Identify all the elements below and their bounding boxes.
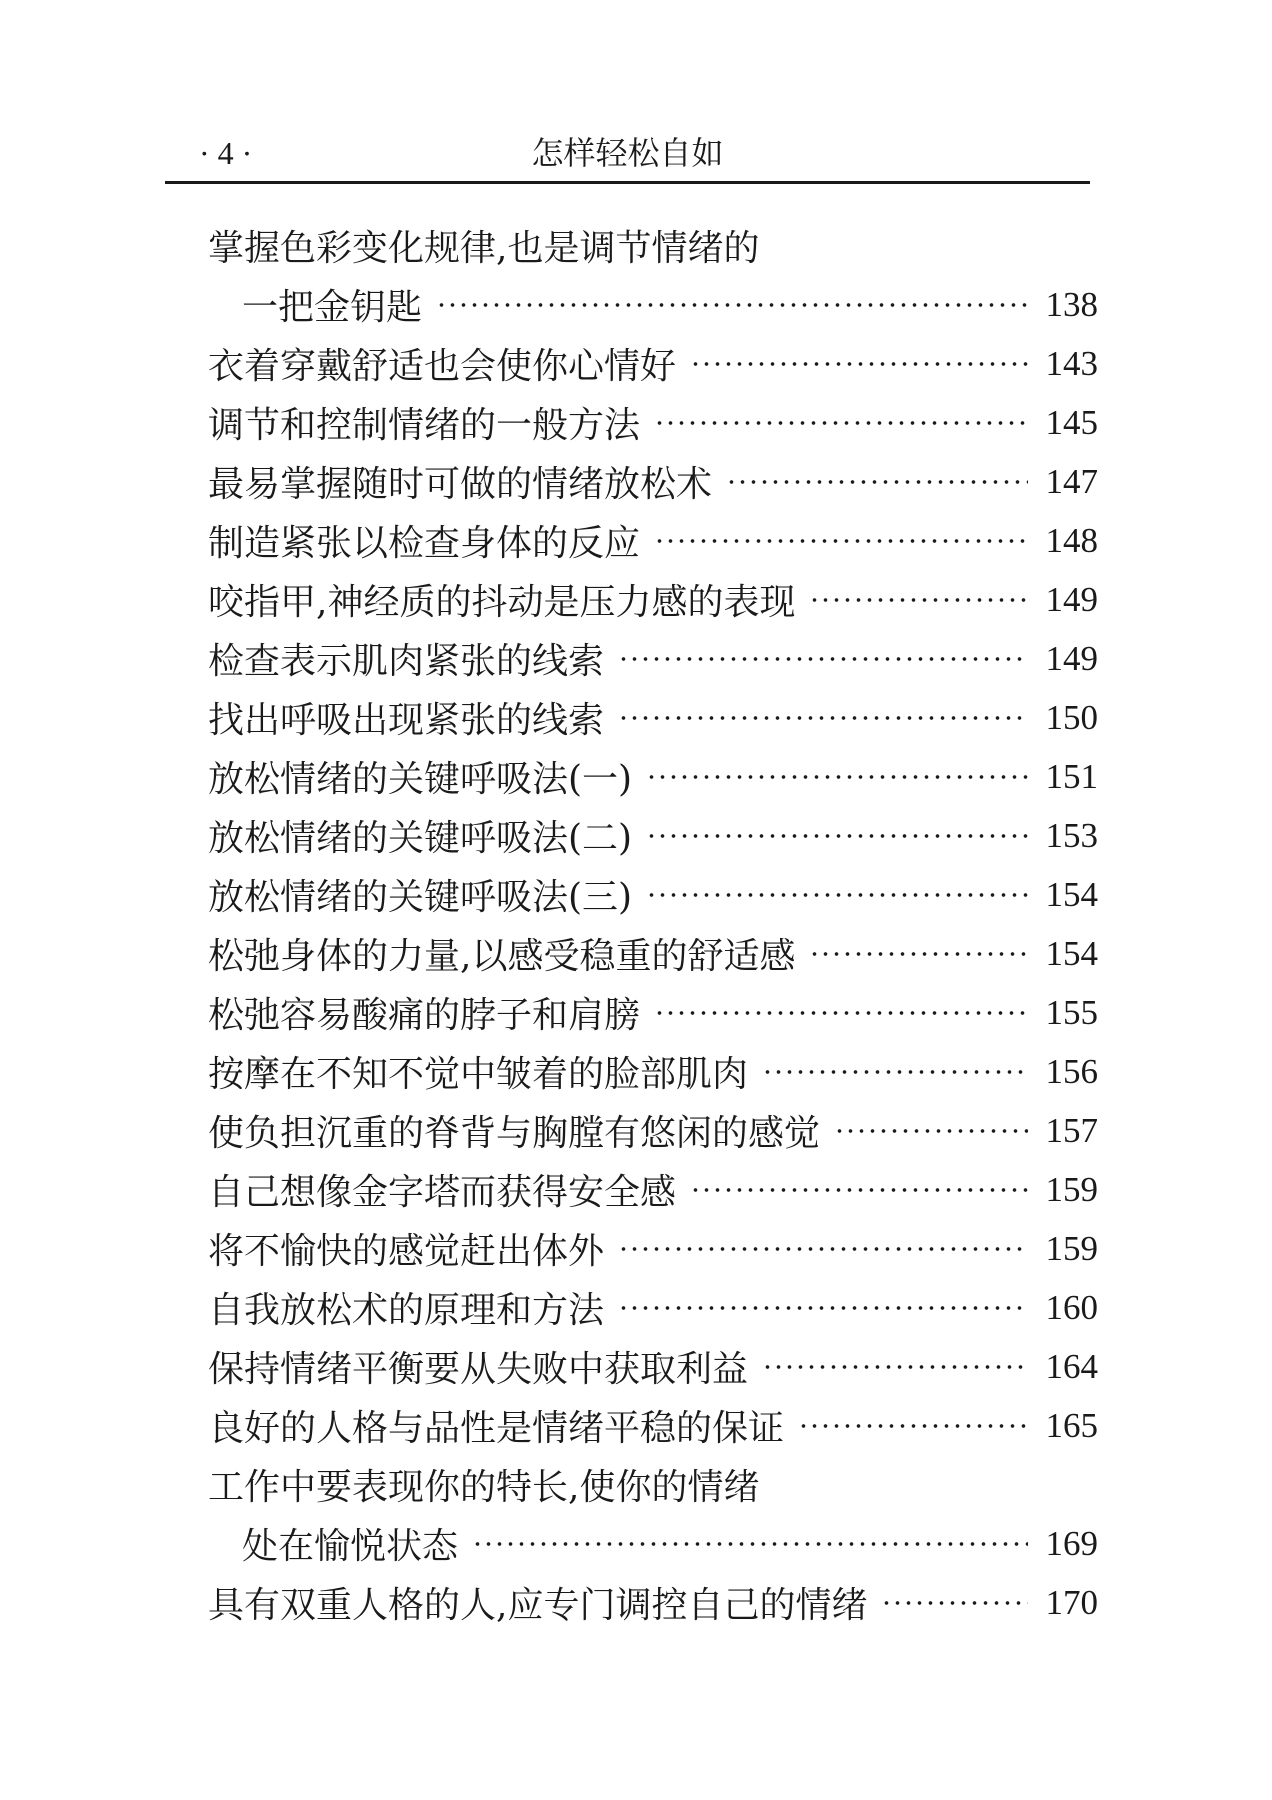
- toc-entry-title: 放松情绪的关键呼吸法(一): [208, 759, 633, 800]
- dot-leader: [654, 995, 1028, 1031]
- toc-entry-page: 160: [1045, 1287, 1098, 1327]
- toc-entry-title: 放松情绪的关键呼吸法(三): [208, 877, 633, 918]
- toc-entry-title: 衣着穿戴舒适也会使你心情好: [208, 346, 677, 387]
- toc-entry-page: 150: [1045, 697, 1098, 737]
- dot-leader: [809, 936, 1028, 972]
- toc-entry-page: 169: [1045, 1523, 1098, 1563]
- toc-entry-title: 松弛容易酸痛的脖子和肩膀: [208, 995, 641, 1036]
- toc-entry-title: 一把金钥匙: [242, 287, 423, 328]
- toc-entry-page: 170: [1045, 1582, 1098, 1622]
- dot-leader: [646, 759, 1028, 795]
- toc-entry: [208, 688, 1098, 747]
- toc-entry: [208, 1396, 1098, 1455]
- toc-entry: [208, 865, 1098, 924]
- toc-entry: [208, 1514, 1098, 1573]
- toc-entry: [208, 570, 1098, 629]
- dot-leader: [618, 700, 1028, 736]
- dot-leader: [436, 287, 1028, 323]
- toc-entry-page: 149: [1045, 579, 1098, 619]
- toc-entry: [208, 747, 1098, 806]
- toc-entry-title: 检查表示肌肉紧张的线索: [208, 641, 605, 682]
- toc-entry-title: 放松情绪的关键呼吸法(二): [208, 818, 633, 859]
- toc-entry-title: 保持情绪平衡要从失败中获取利益: [208, 1349, 749, 1390]
- toc-entry: [208, 1337, 1098, 1396]
- toc-entry-page: 143: [1045, 343, 1098, 383]
- dot-leader: [646, 877, 1028, 913]
- toc-entry-title: 调节和控制情绪的一般方法: [208, 405, 641, 446]
- toc-entry-title: 自我放松术的原理和方法: [208, 1290, 605, 1331]
- dot-leader: [834, 1113, 1028, 1149]
- header-rule: [165, 181, 1090, 184]
- toc-entry-title: 掌握色彩变化规律,也是调节情绪的: [208, 228, 760, 269]
- dot-leader: [690, 1172, 1028, 1208]
- dot-leader: [618, 641, 1028, 677]
- dot-leader: [690, 346, 1028, 382]
- toc-entry: [208, 1573, 1098, 1632]
- book-title: 怎样轻松自如: [531, 134, 724, 172]
- toc-entry: [208, 216, 1098, 275]
- toc-entry-title: 找出呼吸出现紧张的线索: [208, 700, 605, 741]
- toc-entry: [208, 1455, 1098, 1514]
- toc-entry-page: 159: [1045, 1169, 1098, 1209]
- dot-leader: [654, 523, 1028, 559]
- running-header: [165, 128, 1090, 178]
- toc-entry: [208, 511, 1098, 570]
- toc-entry-page: 145: [1045, 402, 1098, 442]
- toc-entry-page: 153: [1045, 815, 1098, 855]
- dot-leader: [618, 1290, 1028, 1326]
- dot-leader: [618, 1231, 1028, 1267]
- toc-entry: [208, 393, 1098, 452]
- dot-leader: [762, 1349, 1028, 1385]
- toc-entry: [208, 452, 1098, 511]
- toc-entry-page: 155: [1045, 992, 1098, 1032]
- toc-entry: [208, 1278, 1098, 1337]
- toc-entry-page: 138: [1045, 284, 1098, 324]
- toc-entry: [208, 806, 1098, 865]
- dot-leader: [798, 1408, 1028, 1444]
- dot-leader: [646, 818, 1028, 854]
- dot-leader: [809, 582, 1028, 618]
- toc-entry-title: 将不愉快的感觉赶出体外: [208, 1231, 605, 1272]
- toc-entry: [208, 1101, 1098, 1160]
- page-number: · 4 ·: [199, 135, 253, 171]
- dot-leader: [726, 464, 1028, 500]
- dot-leader: [762, 1054, 1028, 1090]
- toc-entry-title: 自己想像金字塔而获得安全感: [208, 1172, 677, 1213]
- toc-entry-title: 制造紧张以检查身体的反应: [208, 523, 641, 564]
- toc-entry: [208, 1042, 1098, 1101]
- toc-entry: [208, 983, 1098, 1042]
- toc-entry: [208, 334, 1098, 393]
- dot-leader: [472, 1526, 1028, 1562]
- toc-entry: [208, 924, 1098, 983]
- toc-entry-page: 148: [1045, 520, 1098, 560]
- toc-entry-page: 154: [1045, 874, 1098, 914]
- toc-entry: [208, 1160, 1098, 1219]
- toc-entry-page: 151: [1045, 756, 1098, 796]
- toc-entry-page: 149: [1045, 638, 1098, 678]
- toc-entry-title: 最易掌握随时可做的情绪放松术: [208, 464, 713, 505]
- toc-entry: [208, 275, 1098, 334]
- toc-entry-page: 159: [1045, 1228, 1098, 1268]
- toc-entry-page: 147: [1045, 461, 1098, 501]
- toc-entry-title: 使负担沉重的脊背与胸膛有悠闲的感觉: [208, 1113, 821, 1154]
- toc-entry-page: 164: [1045, 1346, 1098, 1386]
- toc-entry-page: 154: [1045, 933, 1098, 973]
- toc-entry: [208, 1219, 1098, 1278]
- dot-leader: [881, 1585, 1028, 1621]
- table-of-contents: [208, 216, 1098, 1632]
- toc-entry: [208, 629, 1098, 688]
- toc-entry-title: 咬指甲,神经质的抖动是压力感的表现: [208, 582, 796, 623]
- toc-entry-title: 良好的人格与品性是情绪平稳的保证: [208, 1408, 785, 1449]
- toc-entry-title: 处在愉悦状态: [242, 1526, 459, 1567]
- toc-entry-title: 工作中要表现你的特长,使你的情绪: [208, 1467, 760, 1508]
- toc-entry-page: 165: [1045, 1405, 1098, 1445]
- toc-entry-page: 157: [1045, 1110, 1098, 1150]
- dot-leader: [654, 405, 1028, 441]
- toc-entry-title: 按摩在不知不觉中皱着的脸部肌肉: [208, 1054, 749, 1095]
- toc-entry-title: 具有双重人格的人,应专门调控自己的情绪: [208, 1585, 868, 1626]
- toc-entry-title: 松弛身体的力量,以感受稳重的舒适感: [208, 936, 796, 977]
- toc-entry-page: 156: [1045, 1051, 1098, 1091]
